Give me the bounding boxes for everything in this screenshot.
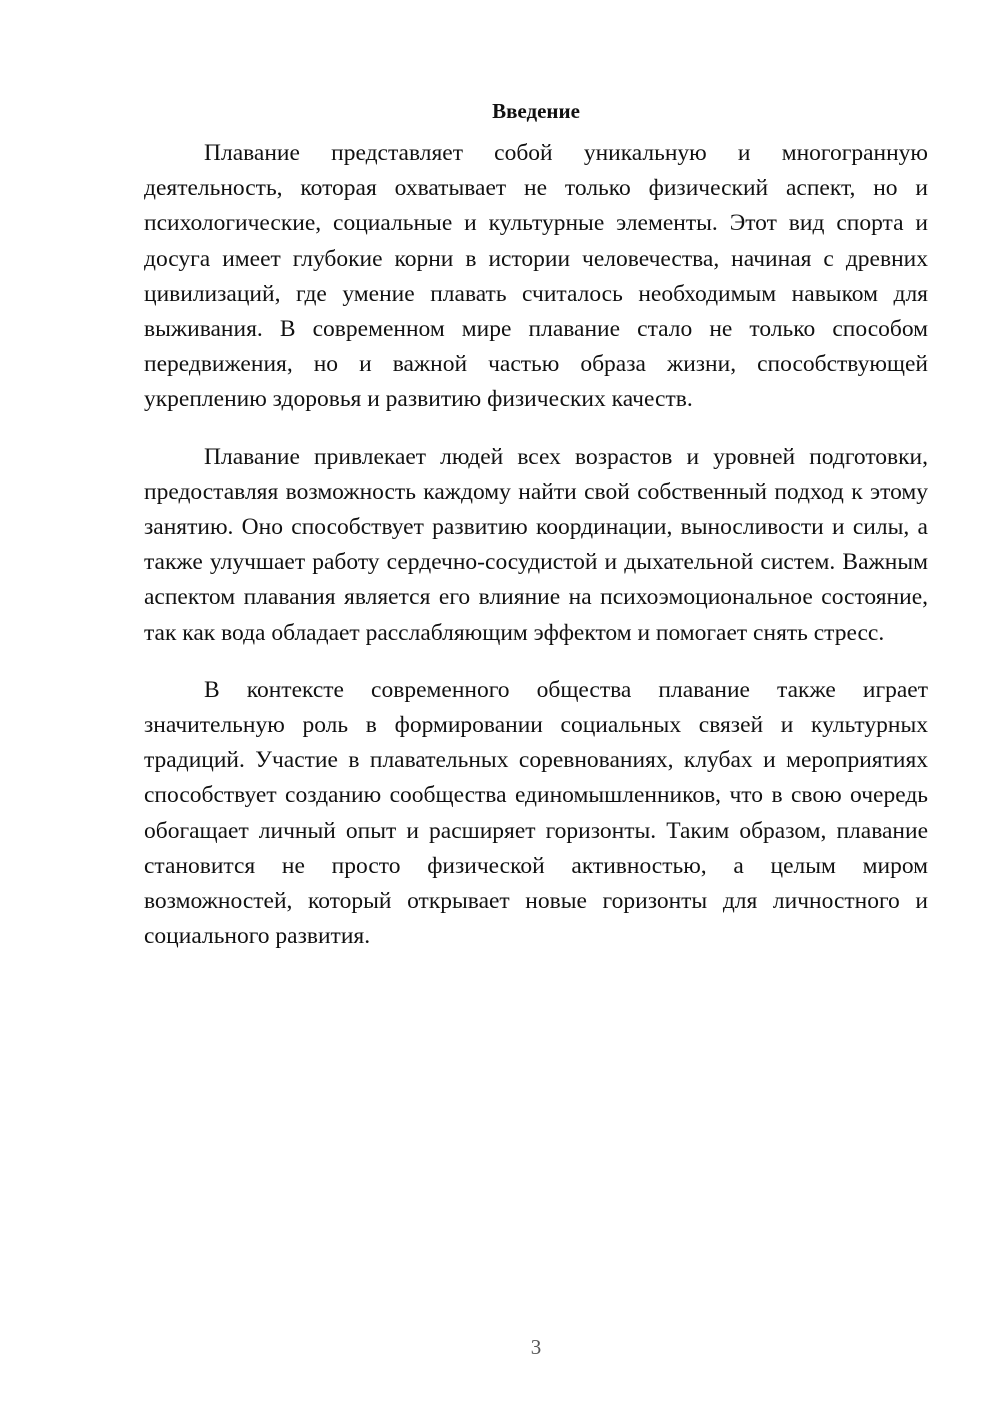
paragraph-1: Плавание представляет собой уникальную и многогранную деятельность, которая охватывает не только физический аспект, но и психологические, социальные и культурные элементы. Этот вид спорта и досуга имеет глубокие корни в истории человечества, начиная с древних цивилизаций, где умение плавать считалось необходимым навыком для выживания. В современном мире плавание стало не только способом передвижения, но и важной частью образа жизни, способствующей укреплению здоровья и развитию физических качеств.	[144, 140, 928, 413]
page-content	[144, 96, 928, 976]
section-heading: Введение	[492, 99, 580, 123]
page-number: 3	[530, 1335, 542, 1359]
paragraph-3: В контексте современного общества плавание также играет значительную роль в формировании социальных связей и культурных традиций. Участие в плавательных соревнованиях, клубах и мероприятиях способствует созданию сообщества единомышленников, что в свою очередь обогащает личный опыт и расширяет горизонты. Таким образом, плавание становится не просто физической активностью, а целым миром возможностей, который открывает новые горизонты для личностного и социального развития.	[144, 676, 928, 950]
paragraph-2: Плавание привлекает людей всех возрастов и уровней подготовки, предоставляя возможность каждому найти свой собственный подход к этому занятию. Оно способствует развитию координации, выносливости и силы, а также улучшает работу сердечно-сосудистой и дыхательной систем. Важным аспектом плавания является его влияние на психоэмоциональное состояние, так как вода обладает расслабляющим эффектом и помогает снять стресс.	[144, 443, 928, 646]
